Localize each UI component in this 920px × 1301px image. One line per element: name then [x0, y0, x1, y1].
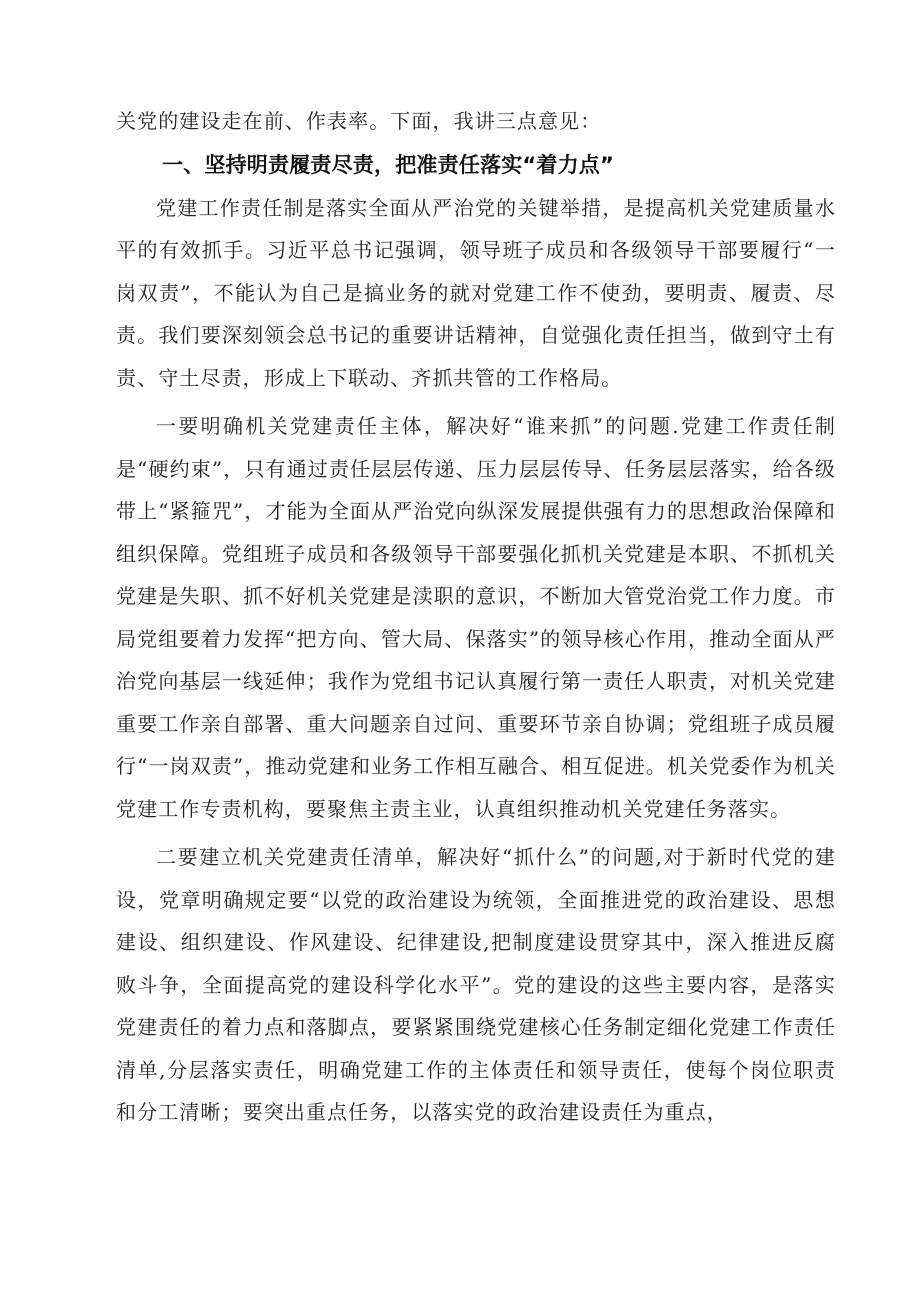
- body-paragraph-1: 党建工作责任制是落实全面从严治党的关键举措，是提高机关党建质量水平的有效抓手。习近平总书记强调，领导班子成员和各级领导干部要履行“一岗双责”，不能认为自己是搞业务的就对党建工作不使劲，要明责、履责、尽责。我们要深刻领会总书记的重要讲话精神，自觉强化责任担当，做到守土有责、守土尽责，形成上下联动、齐抓共管的工作格局。: [116, 195, 836, 390]
- body-paragraph-3: 二要建立机关党建责任清单，解决好“抓什么”的问题,对于新时代党的建设，党章明确规定要“以党的政治建设为统领，全面推进党的政治建设、思想建设、组织建设、作风建设、纪律建设,把制度建设贯穿其中，深入推进反腐败斗争，全面提高党的建设科学化水平”。党的建设的这些主要内容，是落实党建责任的着力点和落脚点，要紧紧围绕党建核心任务制定细化党建工作责任清单,分层落实责任，明确党建工作的主体责任和领导责任，使每个岗位职责和分工清晰；要突出重点任务，以落实党的政治建设责任为重点，: [116, 845, 836, 1124]
- body-paragraph-2: 一要明确机关党建责任主体，解决好“谁来抓”的问题.党建工作责任制是“硬约束”，只有通过责任层层传递、压力层层传导、任务层层落实，给各级带上“紧箍咒”，才能为全面从严治党向纵深发展提供强有力的思想政治保障和组织保障。党组班子成员和各级领导干部要强化抓机关党建是本职、不抓机关党建是失职、抓不好机关党建是渎职的意识，不断加大管党治党工作力度。市局党组要着力发挥“把方向、管大局、保落实”的领导核心作用，推动全面从严治党向基层一线延伸；我作为党组书记认真履行第一责任人职责，对机关党建重要工作亲自部署、重大问题亲自过问、重要环节亲自协调；党组班子成员履行“一岗双责”，推动党建和业务工作相互融合、相互促进。机关党委作为机关党建工作专责机构，要聚焦主责主业，认真组织推动机关党建任务落实。: [116, 414, 836, 821]
- intro-continuation: 关党的建设走在前、作表率。下面，我讲三点意见：: [116, 109, 602, 133]
- section-heading: 一、坚持明责履责尽责，把准责任落实“着力点”: [162, 152, 615, 177]
- document-page: [116, 100, 836, 1134]
